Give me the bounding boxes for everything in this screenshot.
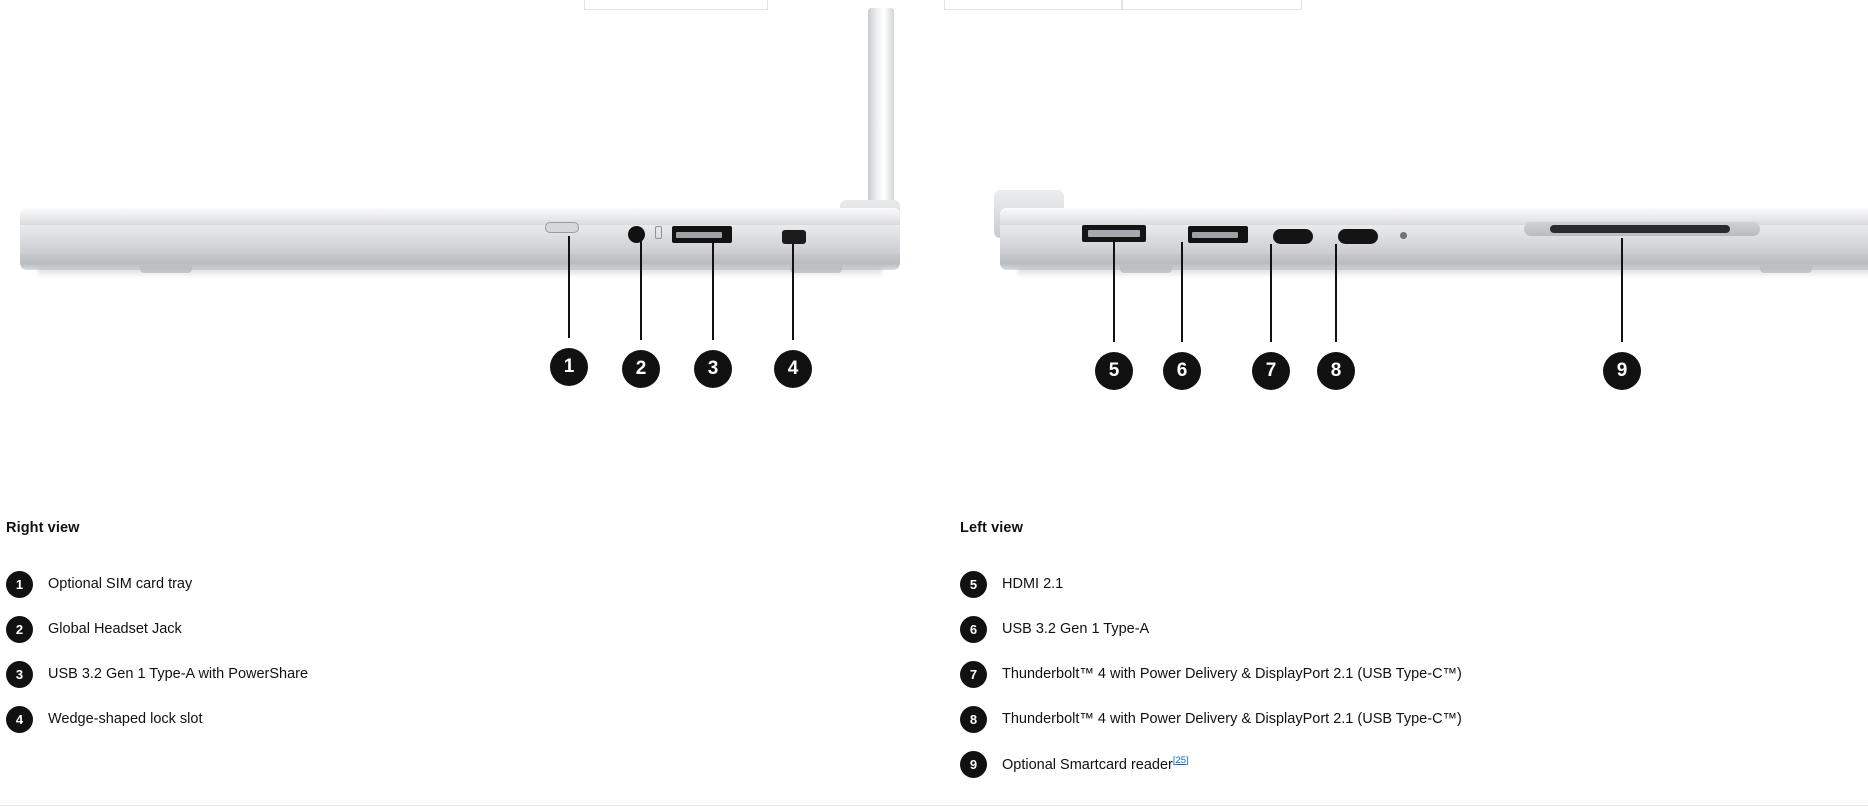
legend-number-6: 6 bbox=[960, 616, 987, 643]
callout-bubble-7: 7 bbox=[1252, 352, 1290, 390]
footnote-reference-25[interactable]: [25] bbox=[1172, 754, 1189, 766]
legend-label-1: Optional SIM card tray bbox=[48, 576, 193, 593]
callout-leader-8 bbox=[1335, 244, 1337, 342]
legend-label-4: Wedge-shaped lock slot bbox=[48, 711, 203, 728]
legend-row bbox=[960, 562, 1840, 607]
legend-row bbox=[6, 697, 906, 742]
legend-number-9: 9 bbox=[960, 751, 987, 778]
callout-leader-7 bbox=[1270, 244, 1272, 342]
legend-row bbox=[960, 652, 1840, 697]
callout-leader-4 bbox=[792, 244, 794, 340]
base-foot-left bbox=[1120, 266, 1172, 273]
laptop-base-left-view bbox=[1000, 208, 1868, 280]
callout-bubble-8: 8 bbox=[1317, 352, 1355, 390]
legend-number-1: 1 bbox=[6, 571, 33, 598]
legend-number-7: 7 bbox=[960, 661, 987, 688]
callout-leader-3 bbox=[712, 240, 714, 340]
legend-row bbox=[960, 742, 1840, 787]
base-foot-right bbox=[1760, 266, 1812, 273]
legend-number-4: 4 bbox=[6, 706, 33, 733]
callout-bubble-4: 4 bbox=[774, 350, 812, 388]
smartcard-reader-opening bbox=[1550, 225, 1730, 233]
legend-label-3: USB 3.2 Gen 1 Type-A with PowerShare bbox=[48, 666, 309, 683]
base-foot-right bbox=[790, 266, 842, 273]
legend-label-9-text: Optional Smartcard reader bbox=[1002, 756, 1173, 773]
status-pinhole-icon bbox=[1400, 232, 1407, 239]
thunderbolt-port-1 bbox=[1273, 229, 1313, 244]
callout-bubble-6: 6 bbox=[1163, 352, 1201, 390]
callout-bubble-1: 1 bbox=[550, 348, 588, 386]
legend-row bbox=[960, 697, 1840, 742]
callout-bubble-5: 5 bbox=[1095, 352, 1133, 390]
legend-number-8: 8 bbox=[960, 706, 987, 733]
wedge-lock-slot-port bbox=[782, 230, 806, 244]
callout-leader-9 bbox=[1621, 238, 1623, 342]
callout-bubble-2: 2 bbox=[622, 350, 660, 388]
legend-number-5: 5 bbox=[960, 571, 987, 598]
legend-label-2: Global Headset Jack bbox=[48, 621, 182, 638]
base-side-surface bbox=[20, 225, 900, 255]
legend-label-9 bbox=[1002, 755, 1189, 775]
laptop-right-view-illustration bbox=[0, 0, 910, 379]
legend-title-left-view: Left view bbox=[960, 520, 1023, 536]
legend-label-6: USB 3.2 Gen 1 Type-A bbox=[1002, 621, 1150, 638]
usb-a-port bbox=[1188, 226, 1248, 243]
callout-bubble-9: 9 bbox=[1603, 352, 1641, 390]
headset-jack-glyph-icon bbox=[655, 226, 662, 239]
sim-card-tray-port bbox=[545, 222, 579, 233]
legend-row bbox=[960, 607, 1840, 652]
legend-label-8: Thunderbolt™ 4 with Power Delivery & DisplayPort 2.1 (USB Type-C™) bbox=[1002, 711, 1462, 728]
legend-number-2: 2 bbox=[6, 616, 33, 643]
base-top-surface bbox=[20, 208, 900, 226]
laptop-left-view-illustration bbox=[960, 0, 1868, 381]
headset-jack-port bbox=[628, 226, 645, 243]
callout-leader-6 bbox=[1181, 242, 1183, 342]
legend-row bbox=[6, 652, 906, 697]
legend-title-right-view: Right view bbox=[6, 520, 80, 536]
legend-column-right-view bbox=[6, 520, 906, 742]
hdmi-port bbox=[1082, 225, 1146, 242]
legend-column-left-view bbox=[960, 520, 1840, 787]
base-foot-left bbox=[140, 266, 192, 273]
callout-leader-5 bbox=[1113, 242, 1115, 342]
legend-label-7: Thunderbolt™ 4 with Power Delivery & DisplayPort 2.1 (USB Type-C™) bbox=[1002, 666, 1462, 683]
thunderbolt-port-2 bbox=[1338, 229, 1378, 244]
smartcard-reader-slot bbox=[1524, 222, 1760, 236]
callout-bubble-3: 3 bbox=[694, 350, 732, 388]
legend-row bbox=[6, 562, 906, 607]
laptop-base-right-view bbox=[20, 208, 900, 280]
callout-leader-1 bbox=[568, 236, 570, 338]
legend-number-3: 3 bbox=[6, 661, 33, 688]
callout-leader-2 bbox=[640, 240, 642, 340]
usb-a-powershare-port bbox=[672, 226, 732, 243]
legend-row bbox=[6, 607, 906, 652]
legend-label-5: HDMI 2.1 bbox=[1002, 576, 1064, 593]
